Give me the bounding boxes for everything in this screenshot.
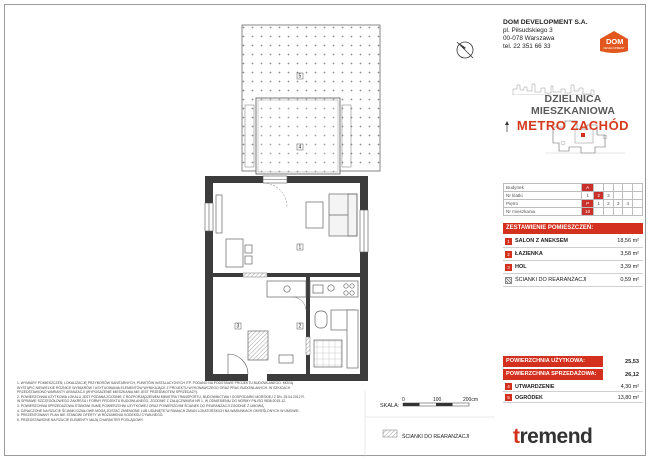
note-line: 1. WYMIARY POMIESZCZEŃ, LOKALIZACJĘ PRZYBORÓW SANITARNYCH, PUNKTÓW INSTALACYJNYCH ITP. PODANO NA PODSTAWIE PROJEKTU BUDOWLANEGO. MOGĄ <box>17 381 294 385</box>
brand-line2: METRO ZACHÓD <box>516 118 630 133</box>
rearrangeable-wall-bath <box>306 337 310 355</box>
tremend-logo: tremend <box>513 425 593 448</box>
room-row: 2 ŁAZIENKA 3,58 m² <box>503 248 643 261</box>
company-street: pl. Piłsudskiego 3 <box>503 27 553 34</box>
sale-area-value: 26,12 <box>625 371 639 378</box>
note-line: 6. PRZEDSTAWIONE NA RZUCIE ELEMENTY MAJĄ CHARAKTER POGLĄDOWY. <box>17 417 144 422</box>
usable-area-value: 25,53 <box>625 358 639 365</box>
scale-tick-200: 200cm <box>463 397 479 403</box>
disclaimer-notes <box>17 381 365 422</box>
company-phone: tel. 22 351 66 33 <box>503 43 551 50</box>
marker-room3: 3 <box>236 323 240 330</box>
info-panel <box>503 19 643 401</box>
usable-area-label: POWIERZCHNIA UŻYTKOWA: <box>503 356 603 367</box>
room-row: 3 HOL 3,39 m² <box>503 261 643 274</box>
note-line: PRZEDSTAWIONO WARIANTY ARANŻACJI (WYPOSAŻENIE MIESZKANIA NIE JEST PRZEDMIOTEM SPRZEDAŻY). <box>17 390 199 395</box>
marker-room2: 2 <box>298 323 302 330</box>
marker-room1: 1 <box>298 244 302 251</box>
scale-label: SKALA: <box>380 403 400 409</box>
marker-terrace: 4 <box>298 144 302 151</box>
note-line: 5. PREZENTOWANY PLAN NIE STANOWI OFERTY W ROZUMIENIU KODEKSU CYWILNEGO. <box>17 413 164 418</box>
brand-logo <box>503 81 643 133</box>
location-table <box>503 183 643 216</box>
note-line: 4. OZNACZONE NA RZUCIE ŚCIANKI DZIAŁOWE MOGĄ ZOSTAĆ ZMIENIONE LUB USUNIĘTE W RAMACH ZMIAN LOKATORSKICH NA WARUNKACH OKREŚLONYCH W UMOWIE. <box>17 408 300 413</box>
door-swing-terrace <box>263 183 287 207</box>
room-row: 1 SALON Z ANEKSEM 18,56 m² <box>503 235 643 248</box>
hatch-swatch <box>505 277 512 284</box>
compass-icon <box>457 42 473 58</box>
sale-area-row <box>503 369 643 380</box>
legend-swatch <box>383 430 397 437</box>
svg-text:DEVELOPMENT: DEVELOPMENT <box>603 46 625 50</box>
extra-row-paving: 4 UTWARDZENIE 4,30 m² <box>503 382 643 392</box>
rooms-header: ZESTAWIENIE POMIESZCZEŃ: <box>503 223 643 234</box>
note-line: 2. POWIERZCHNIA UŻYTKOWA LOKALU JEST PODANA ZGODNIE Z ROZPORZĄDZENIEM MINISTRA TRANSPORTU, BUDOWNICTWA I GOSPODARKI MORSKIEJ Z DN. 25.04.2012 R. <box>17 394 305 399</box>
location-row-staircase: Nr klatki 1 2 3 <box>504 192 643 200</box>
usable-area-row <box>503 356 643 367</box>
room-row-rearrangeable: ŚCIANKI DO REARANŻACJI 0,59 m² <box>503 274 643 287</box>
company-city: 00-078 Warszawa <box>503 35 555 42</box>
scale-bar <box>402 397 478 406</box>
floor-plan-sheet <box>4 4 646 456</box>
rooms-list <box>503 235 643 287</box>
note-line: 3. POWIERZCHNIA SPRZEDAŻOWA STANOWI SUMĘ POWIERZCHNI UŻYTKOWEJ ORAZ POWIERZCHNI ŚCIANEK DO REARANŻACJI ZGODNIE Z UMOWĄ. <box>17 403 265 408</box>
location-row-apartment: Nr mieszkania 10 <box>504 208 643 216</box>
extra-row-garden: 5 OGRÓDEK 13,80 m² <box>503 393 643 403</box>
door-swing-bathroom <box>293 297 306 310</box>
svg-text:DOM: DOM <box>606 37 624 46</box>
scale-tick-100: 100 <box>433 397 442 403</box>
dom-development-logo <box>597 29 631 55</box>
terrace-area <box>256 98 340 174</box>
note-line: W SPRAWIE SZCZEGÓŁOWEGO ZAKRESU I FORMY PROJEKTU BUDOWLANEGO, ZGODNIE Z ZAŁĄCZNIKIEM NR 1, W ODNIESIENIU DO NORMY PN-ISO 9836:2015-12. <box>17 399 286 404</box>
rearrangeable-wall <box>243 273 267 277</box>
location-row-floor: Piętro P 1 2 3 4 <box>504 200 643 208</box>
marker-garden: 5 <box>298 73 302 80</box>
brand-line1: DZIELNICA MIESZKANIOWA <box>530 93 616 117</box>
furniture <box>216 194 358 368</box>
door-swing-entrance <box>228 354 248 374</box>
company-name: DOM DEVELOPMENT S.A. <box>503 19 588 26</box>
scale-tick-0: 0 <box>402 397 405 403</box>
note-line: WYSTĄPIĆ NIEWIELKIE RÓŻNICE WYMIARÓW I USYTUOWANIA ELEMENTÓW WYNIKAJĄCE Z PROJEKTU WYKONAWCZEGO ORAZ PRAC BUDOWLANYCH. W SZKICACH <box>17 385 291 390</box>
sale-area-label: POWIERZCHNIA SPRZEDAŻOWA: <box>503 369 603 380</box>
location-row-building: Budynek A <box>504 184 643 192</box>
legend-label: ŚCIANKI DO REARANŻACJI <box>402 434 470 440</box>
